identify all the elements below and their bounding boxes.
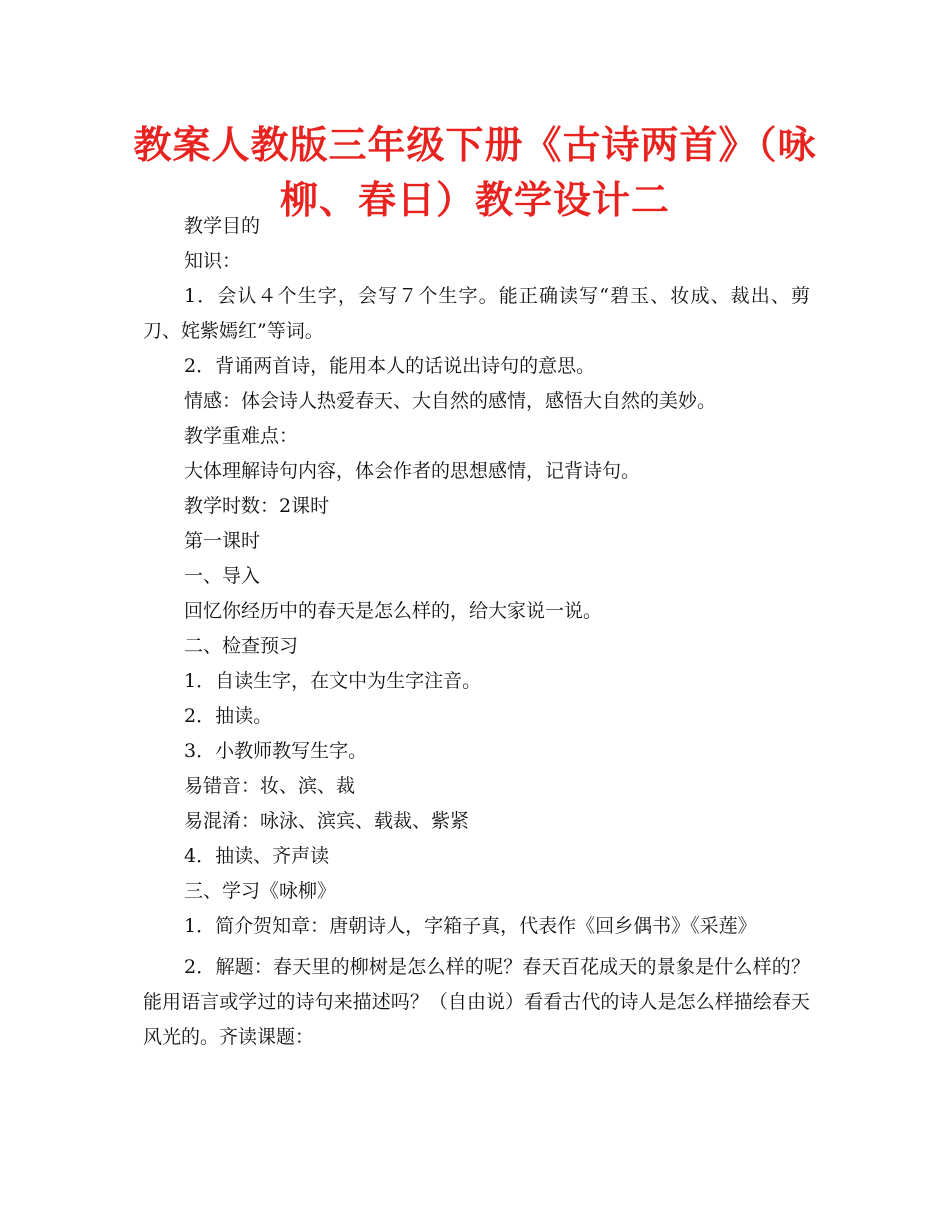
paragraph: 回忆你经历中的春天是怎么样的，给大家说一说。 bbox=[184, 600, 603, 622]
paragraph: 教学目的 bbox=[184, 215, 261, 237]
paragraph: 1．简介贺知章：唐朝诗人，字箱子真，代表作《回乡偶书》《采莲》 bbox=[184, 915, 757, 937]
paragraph: 第一课时 bbox=[184, 530, 261, 552]
paragraph: 易错音：妆、滨、裁 bbox=[184, 775, 356, 797]
paragraph: 情感：体会诗人热爱春天、大自然的感情，感悟大自然的美妙。 bbox=[184, 390, 717, 412]
document-title: 教案人教版三年级下册《古诗两首》（咏柳、春日）教学设计二 bbox=[133, 123, 817, 222]
paragraph: 易混淆：咏泳、滨宾、载裁、紫紧 bbox=[184, 810, 470, 832]
paragraph: 3．小教师教写生字。 bbox=[184, 740, 368, 762]
paragraph: 教学重难点： bbox=[184, 425, 299, 447]
paragraph: 三、学习《咏柳》 bbox=[184, 880, 337, 902]
paragraph: 教学时数：2课时 bbox=[184, 495, 330, 517]
paragraph: 1．会认４个生字，会写７个生字。能正确读写“碧玉、妆成、裁出、剪刀、姹紫嫣红”等词。 bbox=[143, 285, 810, 342]
paragraph: 一、导入 bbox=[184, 565, 261, 587]
paragraph: 大体理解诗句内容，体会作者的思想感情，记背诗句。 bbox=[184, 460, 641, 482]
paragraph: 知识： bbox=[184, 250, 242, 272]
paragraph: 2．背诵两首诗，能用本人的话说出诗句的意思。 bbox=[184, 355, 596, 377]
document-body bbox=[143, 209, 810, 1055]
paragraph: 2．抽读。 bbox=[184, 705, 273, 727]
paragraph: 二、检查预习 bbox=[184, 635, 299, 657]
paragraph: 1．自读生字，在文中为生字注音。 bbox=[184, 670, 482, 692]
paragraph: 4．抽读、齐声读 bbox=[184, 845, 330, 867]
paragraph: 2．解题：春天里的柳树是怎么样的呢？春天百花成天的景象是什么样的？能用语言或学过的诗句来描述吗？（自由说）看看古代的诗人是怎么样描绘春天风光的。齐读课题： bbox=[143, 956, 810, 1048]
